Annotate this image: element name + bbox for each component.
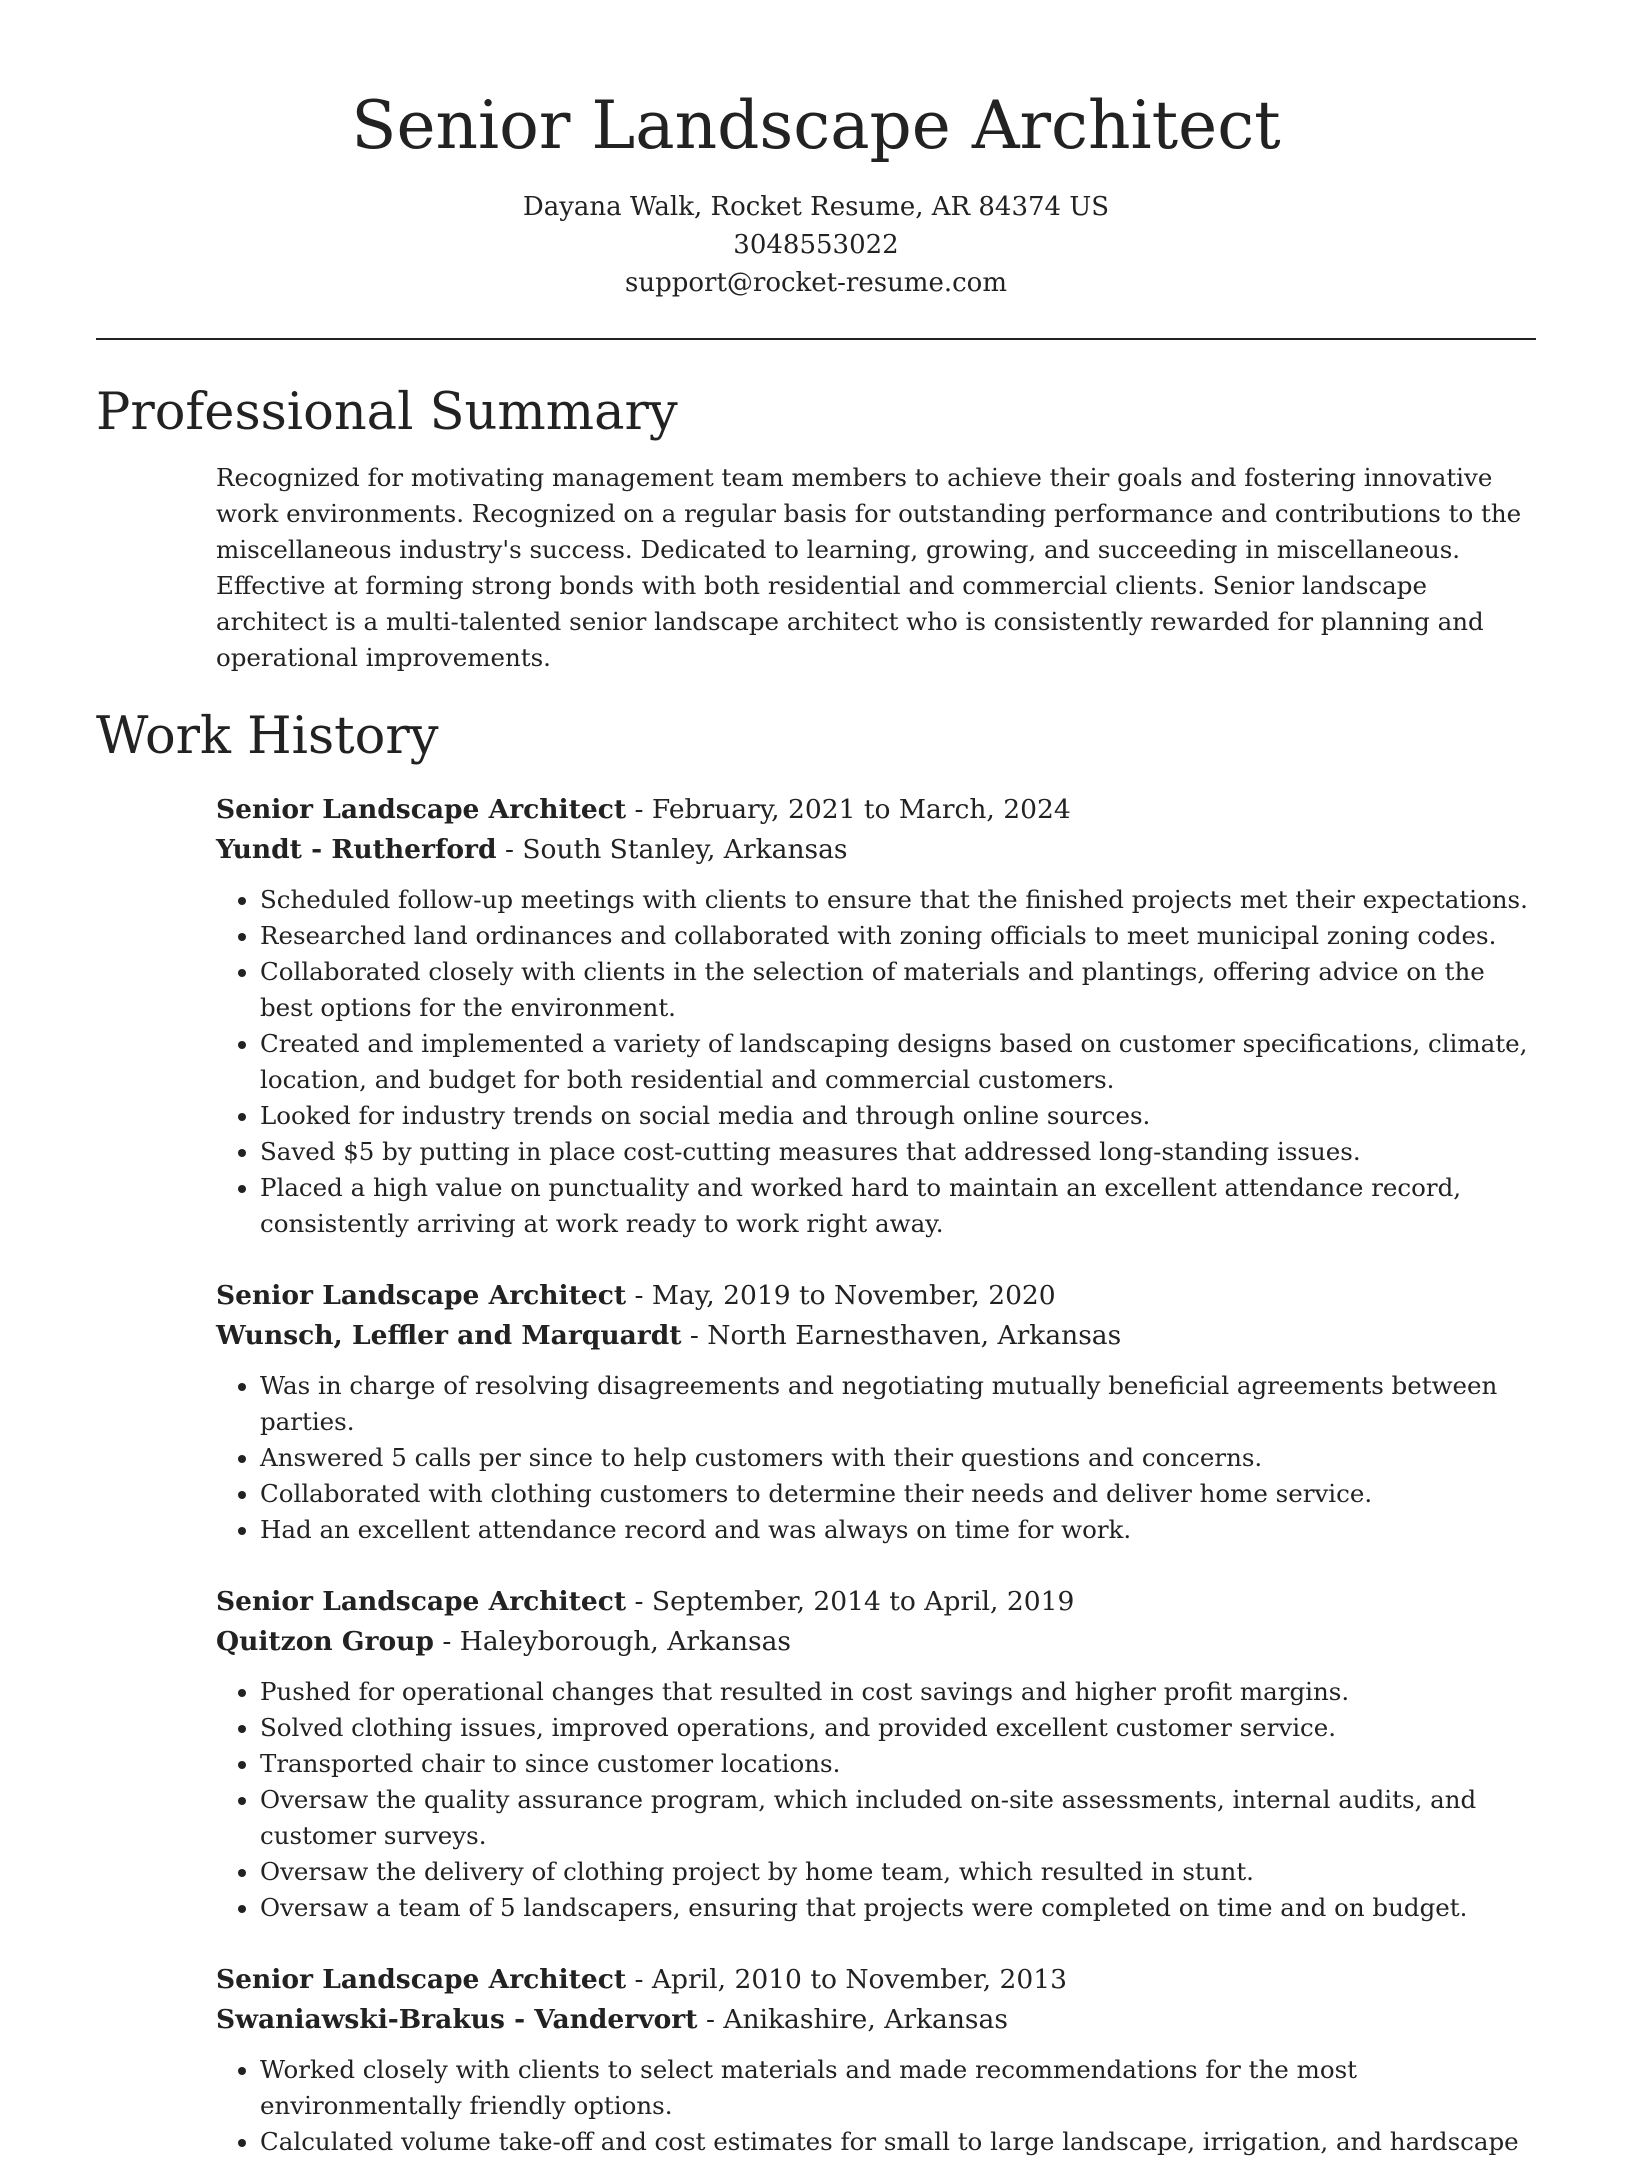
job-bullets bbox=[216, 1674, 1536, 1926]
job-role: Senior Landscape Architect bbox=[216, 1964, 627, 1995]
resume-header bbox=[0, 0, 1632, 302]
job-bullet: • Saved $5 by putting in place cost-cutting measures that addressed long-standing issues. bbox=[260, 1134, 1536, 1170]
job-bullet: • Created and implemented a variety of landscaping designs based on customer specifications, climate, location, and budget for both residential and commercial customers. bbox=[260, 1026, 1536, 1098]
job-bullet: • Looked for industry trends on social media and through online sources. bbox=[260, 1098, 1536, 1134]
job-bullet: • Was in charge of resolving disagreements and negotiating mutually beneficial agreements between parties. bbox=[260, 1368, 1536, 1440]
job-bullet: • Calculated volume take-off and cost estimates for small to large landscape, irrigation, and hardscape bbox=[260, 2124, 1536, 2160]
job-entry bbox=[216, 790, 1536, 1242]
job-role: Senior Landscape Architect bbox=[216, 1280, 627, 1311]
job-title-line bbox=[216, 1276, 1536, 1316]
job-bullet: • Solved clothing issues, improved operations, and provided excellent customer service. bbox=[260, 1710, 1536, 1746]
job-dates: - February, 2021 to March, 2024 bbox=[626, 794, 1071, 825]
job-role: Senior Landscape Architect bbox=[216, 1586, 627, 1617]
work-history-heading: Work History bbox=[96, 707, 439, 766]
job-dates: - April, 2010 to November, 2013 bbox=[626, 1964, 1067, 1995]
job-company-line bbox=[216, 2000, 1536, 2040]
job-company-line bbox=[216, 1622, 1536, 1662]
job-dates: - May, 2019 to November, 2020 bbox=[626, 1280, 1056, 1311]
job-company-line bbox=[216, 830, 1536, 870]
job-entry bbox=[216, 1960, 1536, 2160]
job-title-line bbox=[216, 1960, 1536, 2000]
job-bullet: • Had an excellent attendance record and was always on time for work. bbox=[260, 1512, 1536, 1548]
job-title-line bbox=[216, 790, 1536, 830]
job-company: Wunsch, Leffler and Marquardt bbox=[216, 1320, 682, 1351]
job-bullet: • Transported chair to since customer locations. bbox=[260, 1746, 1536, 1782]
job-bullet: • Placed a high value on punctuality and worked hard to maintain an excellent attendance record, consistently arriving at work ready to work right away. bbox=[260, 1170, 1536, 1242]
job-bullet: • Scheduled follow-up meetings with clients to ensure that the finished projects met their expectations. bbox=[260, 882, 1536, 918]
job-dates: - September, 2014 to April, 2019 bbox=[626, 1586, 1075, 1617]
job-location: - South Stanley, Arkansas bbox=[496, 834, 848, 865]
job-company: Swaniawski-Brakus - Vandervort bbox=[216, 2004, 698, 2035]
job-bullet: • Oversaw the delivery of clothing project by home team, which resulted in stunt. bbox=[260, 1854, 1536, 1890]
job-bullets bbox=[216, 2052, 1536, 2160]
contact-address: Dayana Walk, Rocket Resume, AR 84374 US bbox=[522, 192, 1110, 222]
job-location: - Haleyborough, Arkansas bbox=[433, 1626, 792, 1657]
job-company: Yundt - Rutherford bbox=[216, 834, 497, 865]
contact-block bbox=[0, 188, 1632, 302]
job-bullet: • Pushed for operational changes that resulted in cost savings and higher profit margins. bbox=[260, 1674, 1536, 1710]
header-divider bbox=[96, 338, 1536, 340]
job-title-line bbox=[216, 1582, 1536, 1622]
resume-title: Senior Landscape Architect bbox=[351, 87, 1281, 164]
job-role: Senior Landscape Architect bbox=[216, 794, 627, 825]
summary-heading: Professional Summary bbox=[96, 383, 678, 442]
job-bullet: • Answered 5 calls per since to help customers with their questions and concerns. bbox=[260, 1440, 1536, 1476]
job-bullet: • Oversaw the quality assurance program, which included on-site assessments, internal audits, and customer surveys. bbox=[260, 1782, 1536, 1854]
contact-phone: 3048553022 bbox=[733, 230, 899, 260]
job-bullet: • Collaborated with clothing customers to determine their needs and deliver home service. bbox=[260, 1476, 1536, 1512]
job-bullet: • Oversaw a team of 5 landscapers, ensuring that projects were completed on time and on budget. bbox=[260, 1890, 1536, 1926]
job-company: Quitzon Group bbox=[216, 1626, 434, 1657]
job-bullet: • Worked closely with clients to select materials and made recommendations for the most environmentally friendly options. bbox=[260, 2052, 1536, 2124]
contact-email: support@rocket-resume.com bbox=[624, 268, 1007, 298]
job-location: - North Earnesthaven, Arkansas bbox=[681, 1320, 1122, 1351]
job-company-line bbox=[216, 1316, 1536, 1356]
job-bullet: • Researched land ordinances and collaborated with zoning officials to meet municipal zoning codes. bbox=[260, 918, 1536, 954]
job-bullets bbox=[216, 1368, 1536, 1548]
summary-text: Recognized for motivating management team members to achieve their goals and fostering innovative work environments. Recognized on a regular basis for outstanding performance and contributions to the miscellaneous industry's success. Dedicated to learning, growing, and succeeding in miscellaneous. Effective at forming strong bonds with both residential and commercial clients. Senior landscape architect is a multi-talented senior landscape architect who is consistently rewarded for planning and operational improvements. bbox=[216, 463, 1522, 672]
job-bullet: • Collaborated closely with clients in the selection of materials and plantings, offering advice on the best options for the environment. bbox=[260, 954, 1536, 1026]
job-entry bbox=[216, 1582, 1536, 1926]
job-bullets bbox=[216, 882, 1536, 1242]
job-entry bbox=[216, 1276, 1536, 1548]
job-location: - Anikashire, Arkansas bbox=[697, 2004, 1008, 2035]
